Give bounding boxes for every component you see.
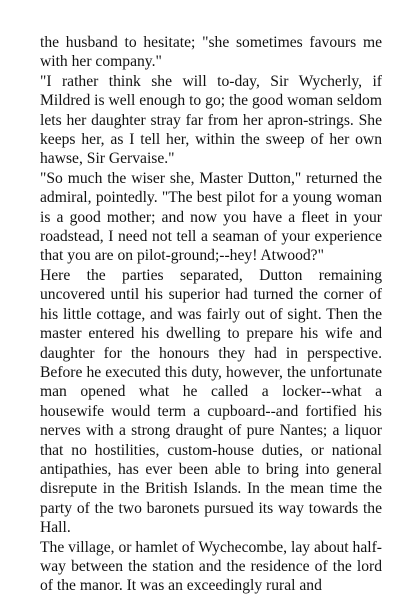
paragraph: "I rather think she will to-day, Sir Wycherly, if Mildred is well enough to go; the good woman seldom lets her daughter stray far from her apron-strings. She keeps her, as I tell her, within the sweep of her own hawse, Sir Gervaise.": [40, 72, 382, 168]
paragraph: The village, or hamlet of Wychecombe, lay about half-way between the station and the residence of the lord of the manor. It was an exceedingly rural and: [40, 538, 382, 595]
document-page: [40, 33, 382, 596]
paragraph: "So much the wiser she, Master Dutton," returned the admiral, pointedly. "The best pilot for a young woman is a good mother; and now you have a fleet in your roadstead, I need not tell a seaman of your experience that you are on pilot-ground;--hey! Atwood?": [40, 169, 382, 265]
paragraph: Here the parties separated, Dutton remaining uncovered until his superior had turned the corner of his little cottage, and was fairly out of sight. Then the master entered his dwelling to prepare his wife and daughter for the honours they had in perspective. Before he executed this duty, however, the unfortunate man opened what he called a locker--what a housewife would term a cupboard--and fortified his nerves with a strong draught of pure Nantes; a liquor that no hostilities, custom-house duties, or national antipathies, has ever been able to bring into general disrepute in the British Islands. In the mean time the party of the two baronets pursued its way towards the Hall.: [40, 266, 382, 537]
paragraph: the husband to hesitate; "she sometimes favours me with her company.": [40, 34, 382, 71]
